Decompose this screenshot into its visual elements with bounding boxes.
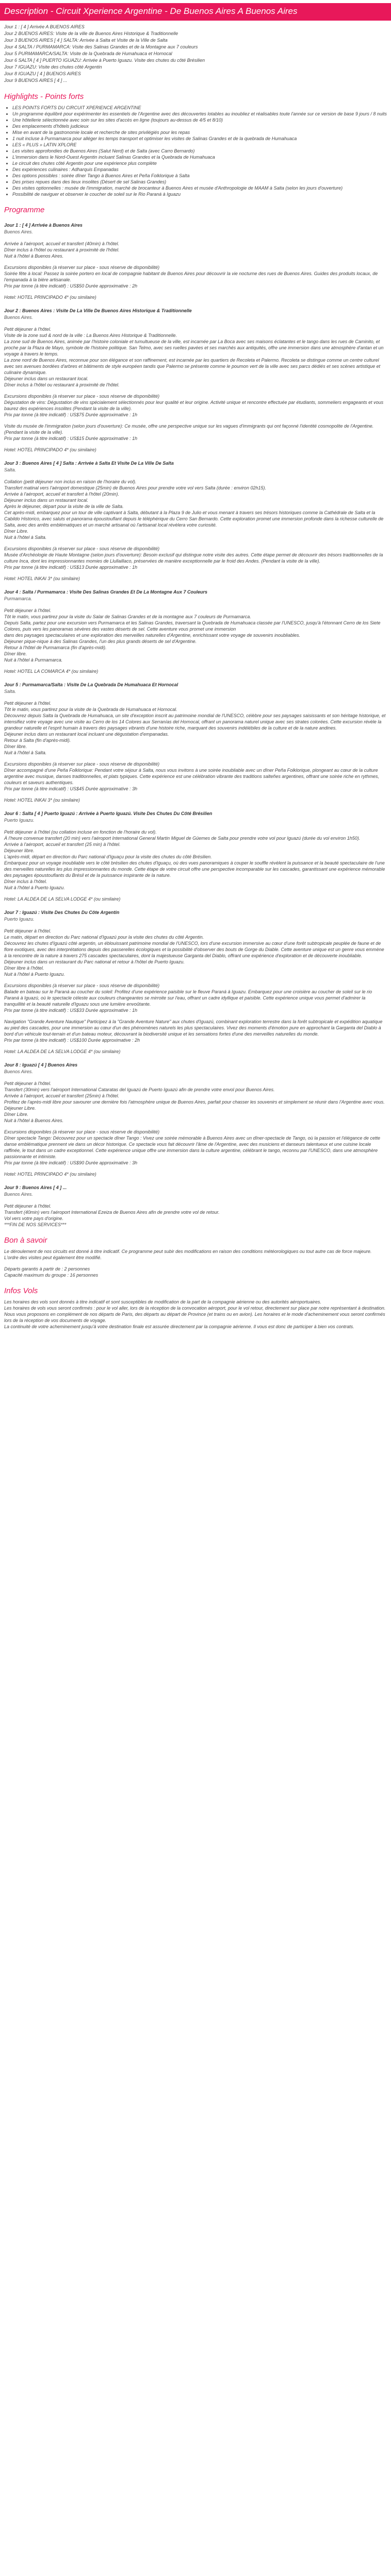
day-title: Jour 4 : Salta / Purmamarca : Visite Des Salinas Grandes Et De La Montagne Aux 7 Couleurs [4,589,207,595]
day-paragraph: Excursions disponibles (à réserver sur place - sous réserve de disponibilité) Dîner accompagné d'une Peña Folklorique: Pendant votre séjour à Salta, nous vous invitons à une soirée inoubliable avec un dîner Peña Folklorique, plongeant au cœur de la culture argentine avec musique, danses traditionnelles, et plats typiques. Cette expérience est une célébration vibrante des traditions salteñes argentines, offrant une soirée riche en rythmes, couleurs et saveurs authentiques. Prix par tonne (à titre indicatif) : US$45 Durée approximative : 3h [4,761,379,791]
day-paragraph: Collation (petit déjeuner non inclus en raison de l'horaire du vol). Transfert matinal vers l'aéroport domestique (25min) de Buenos Aires pour prendre votre vol vers Salta (durée : environ 02h15). Arrivée à l'aéroport, accueil et transfert à l'hôtel (20min). Déjeuner inclus dans un restaurant local. Après le déjeuner, départ pour la visite de la ville de Salta. Cet après-midi, embarquez pour un tour de ville captivant à Salta, débutant à la Plaza 9 de Julio et vous menant à travers ses trésors historiques comme la Cathédrale de Salta et la Cabildo Historico, avec saluts et panorama époustouflant depuis le téléphérique du Cerro San Bernardo. Cette exploration promet une immersion profonde dans la richesse culturelle de Salta, avec des arrêts emblématiques et un marché artisanal où l'artisanat local révèlera votre curiosité. Dîner Libre. Nuit à l'hôtel à Salta. [4,479,384,540]
day-title: Jour 5 : Purmamarca/Salta : Visite De La Quebrada De Humahuaca Et Hornocal [4,682,178,687]
day-location: Salta. [4,689,17,694]
day-section [4,810,387,902]
highlights-heading: Highlights - Points forts [4,92,84,101]
day-title: Jour 7 : Iguazú : Visite Des Chutes Du Côte Argentin [4,910,120,915]
infos-vols-paragraph: Les horaires des vols sont donnés à titre indicatif et sont susceptibles de modification de la part de la compagnie aérienne ou des autorités aéroportuaires. Les horaires de vols vous seront confirmés : pour le vol aller, lors de la réception de la convocation aéroport, pour le vol retour, directement sur place par notre représentant à destination. Nous vous proposons en complément de nos départs de Paris, des départs au départ de Province (et trains ou en avion). Les horaires et le mode d'acheminement vous seront confirmés lors de la réception de vos documents de voyage. La continuité de votre acheminement jusqu'à votre destination finale est assurée directement par la compagnie aérienne. Il vous est donc de participer à bien vos contrats. [4,1299,386,1329]
highlight-item: • Des visites optionnelles : musée de l'immigration, marché de brocanteur à Buenos Aires et musée d'Anthropologie de MAAM à Salta (selon les jours d'ouverture) [12,185,387,191]
day-paragraph: Excursions disponibles (à réserver sur place - sous réserve de disponibilité) Soirée fête à local: Passez la soirée portero en local de compagnie habitant de Buenos Aires pour découvrir la vie nocturne des rues de Buenos Aires. Guides des produits locaux, de l'empanada à la bière artisanale. Prix par tonne (à titre indicatif) : US$50 Durée approximative : 2h [4,265,378,289]
day-title: Jour 6 : Salta [ 4 ] Puerto Iguazú : Arrivée à Puerto Iguazú. Visite Des Chutes Du Côté Brésilien [4,811,213,816]
day-location: Buenos Aires. [4,1069,33,1074]
day-section [4,308,387,453]
day-section [4,682,387,803]
content [0,24,391,1330]
itinerary-item: Jour 9 BUENOS AIRES [ 4 ] ... [4,78,68,83]
itinerary-item: Jour 2 BUENOS AIRES: Visite de la ville de Buenos Aires Historique & Traditionnelle [4,31,178,36]
day-location: Buenos Aires. [4,315,33,320]
page-title: Description - Circuit Xperience Argentine - De Buenos Aires A Buenos Aires [0,3,391,21]
itinerary-list [4,24,387,84]
day-location: Buenos Aires. [4,229,33,234]
day-paragraph: Petit déjeuner à l'hôtel. Tôt le matin, vous partirez pour la visite de la Quebrada de Humahuaca et Hornocal. Découvrez depuis Salta la Quebrada de Humahuaca, un site d'exception inscrit au patrimoine mondial de l'UNESCO, célèbre pour ses paysages saisissants et son héritage historique, et intensifiez votre voyage avec une visite au Cerro de los 14 Colores aux Serranías del Hornocal, offrant un panorama naturel unique avec ses strates colorées. Cette excursion révèle la grandeur naturelle et l'esprit humain à travers des paysages vibrants d'une histoire riche, marquant des souvenirs indélébiles de la culture et de la nature andines. Déjeuner inclus dans un restaurant local incluant une dégustation d'empanadas. Retour à Salta (fin d'après-midi). Dîner libre. Nuit à l'hôtel à Salta. [4,701,386,755]
highlight-item: • 1 nuit incluse à Purmamarca pour alléger les temps transport et optimiser les visites de Salinas Grandes et de la quebrada de Humahuaca [12,135,387,142]
day-title: Jour 1 : [ 4 ] Arrivée à Buenos Aires [4,223,83,228]
highlight-item: • Possibilité de naviguer et observer le coucher de soleil sur le Rio Paraná à Iguazu [12,191,387,197]
itinerary-item: Jour 1 : [ 4 ] Arrivée A BUENOS AIRES [4,24,85,29]
day-hotel: Hotel: HOTEL LA COMARCA 4* (ou similaire) [4,669,99,674]
day-paragraph: Excursions disponibles (à réserver sur place - sous réserve de disponibilité) Musée d'Archéologie de Haute Montagne (selon jours d'ouverture): Besoin exclusif qui distingue notre visite des autres. Cette étape permet de découvrir des trésors traditionnelles de la culture Inca, dont les impressionnantes momies de Llullaillaco, préservées de manière exceptionnelle par le froid des Andes. (Pendant la visite de la ville). Prix par tonne (à titre indicatif) : US$13 Durée approximative : 1h [4,546,383,570]
programme-days [4,222,387,1228]
day-title: Jour 3 : Buenos Aires [ 4 ] Salta : Arrivée à Salta Et Visite De La Ville De Salta [4,461,174,466]
day-location: Buenos Aires. [4,1192,33,1197]
highlights-list [4,105,387,197]
itinerary-item: Jour 3 BUENOS AIRES [ 4 ] SALTA: Arrivée à Salta et Visite de la Ville de Salta [4,38,168,43]
day-paragraph: Navigation "Grande Aventure Nautique" Participez à la "Grande Aventure Nature" aux chutes d'Iguazú, combinant exploration terrestre dans la forêt subtropicale et expédition aquatique au pied des cascades, pour une immersion au cœur d'un des phénomènes naturels les plus spectaculaires. Vivez des moments d'émotion pure en approchant la Garganta del Diablo à bord d'un véhicule tout-terrain et d'un bateau moteur, découvrant la biodiversité unique et les sensations fortes d'une des merveilles naturelles du monde. Prix par tonne (à titre indicatif) : US$100 Durée approximative : 2h [4,1019,383,1043]
day-title: Jour 9 : Buenos Aires [ 4 ] ... [4,1185,67,1190]
day-section [4,1184,387,1228]
day-hotel: Hotel: HOTEL INKAI 3* (ou similaire) [4,576,80,581]
day-hotel: Hotel: HOTEL INKAI 3* (ou similaire) [4,798,80,803]
day-section [4,222,387,300]
day-section [4,589,387,674]
bon-savoir-paragraph: Départs garantis à partir de : 2 personnes Capacité maximum du groupe : 16 personnes [4,1266,99,1278]
highlight-item: • LES « PLUS » LATIN XPLORE [12,142,387,148]
day-hotel: Hotel: HOTEL PRINCIPADO 4* (ou similaire) [4,1172,96,1177]
day-section [4,460,387,582]
highlight-item: • Mise en avant de la gastronomie locale et recherche de sites privilégiés pour les repas [12,129,387,135]
day-location: Puerto Iguazu. [4,917,35,922]
day-section [4,1062,387,1177]
day-paragraph: Petit déjeuner à l'hôtel. Transfert (40min) vers l'aéroport International Ezeiza de Buenos Aires afin de prendre votre vol de retour. Vol vers votre pays d'origine. ***FIN DE NOS SERVICES*** [4,1204,220,1227]
day-paragraph: Excursions disponibles (à réserver sur place - sous réserve de disponibilité) Dégustation de vins: Dégustation de vins spécialement sélectionnés pour leur qualité et leur origine. Activité unique et rencontre effectuée par étudiants, sommeliers engageants et vous baurez des expériences insolites (Pendant la visite de la ville). Prix par tonne (à titre indicatif) : US$75 Durée approximative : 1h [4,394,384,417]
highlight-item: • Un programme équilibré pour expérimenter les essentiels de l'Argentine avec des découvertes lotables au inoubliez et réalisables toute l'année sur ce version de base 9 jours / 8 nuits [12,111,387,117]
day-title: Jour 2 : Buenos Aires : Visite De La Ville De Buenos Aires Historique & Traditionnelle [4,308,192,313]
day-hotel: Hotel: HOTEL PRINCIPADO 4* (ou similaire) [4,295,96,300]
day-hotel: Hotel: LA ALDEA DE LA SELVA LODGE 4* (ou similaire) [4,1049,121,1054]
day-paragraph: Petit déjeuner à l'hôtel. Tôt le matin, vous partirez pour la visite du Salar de Salinas Grandes et de la montagne aux 7 couleurs de Purmamarca. Depuis Salta, partez pour une excursion vers Purmamarca et les Salinas Grandes, traversant la Quebrada de Humahuaca classée par l'UNESCO, jusqu'à l'étonnant Cerro de los Siete Colores, puis vers les panoramas sévères des vastes déserts de sel. Cette aventure vous promet une immersion dans des paysages spectaculaires et une exploration des merveilles naturelles d'Argentine, enrichissant votre voyage de souvenirs inoubliables. Déjeuner pique-nique à des Salinas Grandes, l'un des plus grands déserts de sel d'Argentine. Retour à l'hôtel de Purmamarca (fin d'après-midi). Dîner libre. Nuit à l'hôtel à Purmamarca. [4,608,381,663]
day-paragraph: Arrivée à l'aéroport, accueil et transfert (40min) à l'hôtel. Dîner inclus à l'hôtel ou restaurant à proximité de l'hôtel. Nuit à l'hôtel à Buenos Aires. [4,241,120,259]
day-paragraph: Excursions disponibles (à réserver sur place - sous réserve de disponibilité) Dîner spectacle Tango: Découvrez pour un spectacle dîner Tango : Vivez une soirée mémorable à Buenos Aires avec un dîner-spectacle de Tango, où la passion et l'élégance de cette danse emblématique prennent vie dans un décor historique. Ce spectacle vous fait découvrir l'âme de l'Argentine, avec des musiciens et danseurs talentueux et une cuisine locale raffinée, le tout dans un cadre exceptionnel. Cette expérience unique offre une immersion dans la culture argentine, célébrant le tango, reconnu par l'UNESCO, dans une atmosphère passionnante et intimiste. Prix par tonne (à titre indicatif) : US$90 Durée approximative : 3h [4,1129,381,1165]
day-paragraph: Petit déjeuner à l'hôtel. Le matin, départ en direction du Parc national d'Iguazú pour la visite des chutes du côté Argentin. Découvrez les chutes d'Iguazú côté argentin, un éblouissant patrimoine mondial de l'UNESCO, lors d'une excursion immersive au cœur d'une forêt subtropicale peuplée de faune et de flore exotiques, avec des interprétations depuis des passerelles écologiques et la possibilité d'observer des bouts de Gorge du Diable. Cette aventure unique est un genre vous emmène à la rencontre de la nature à travers 275 cascades spectaculaires, dont la majestueuse Garganta del Diablo, offrant une expérience d'exploration et de découverte inoubliable. Déjeuner inclus dans un restaurant du Parc national et retour à l'hôtel de Puerto Iguazu. Dîner libre à l'hôtel. Nuit à l'hôtel à Puerto Iguazu. [4,928,384,977]
day-paragraph: Petit déjeuner à l'hôtel. Transfert (30min) vers l'aéroport International Cataratas del Iguazú de Puerto Iguazú afin de prendre votre envol pour Buenos Aires. Arrivée à l'aéroport, accueil et transfert (25min) à l'hôtel. Profitez de l'après-midi libre pour savourer une dernière fois l'atmosphère unique de Buenos Aires, parfait pour chasser les souvenirs et simplement se réunir dans l'Argentine avec vous. Déjeuner Libre. Dîner Libre. Nuit à l'hôtel à Buenos Aires. [4,1081,385,1123]
programme-heading: Programme [4,206,45,214]
day-title: Jour 8 : Iguazú [ 4 ] Buenos Aires [4,1062,78,1067]
itinerary-item: Jour 6 SALTA [ 4 ] PUERTO IGUAZU: Arrivée à Puerto Iguazu. Visite des chutes du côté Brésilien [4,58,205,63]
bon-savoir-heading: Bon à savoir [4,1236,47,1245]
highlight-item: • Une hôtellerie sélectionnée avec soin sur les sites d'accès en ligne (toujours au-dessus de 4/5 et 8/10) [12,117,387,123]
day-paragraph: Excursions disponibles (à réserver sur place - sous réserve de disponibilité) Balade en bateau sur le Paraná au coucher du soleil: Profitez d'une expérience paisible sur le fleuve Paraná à Iguazu. Embarquez pour une croisière au coucher de soleil sur le rio Paraná à Iguazú, où le spectacle céleste aux couleurs changeantes se mirroite sur l'eau, offrant un cadre idyllique et paisible. Cette expérience unique vous permet d'admirer la tranquillité et la beauté naturelle d'Iguazu sous une lumière envoûtante. Prix par tonne (à titre indicatif) : US$33 Durée approximative : 1h [4,983,372,1013]
itinerary-item: Jour 5 PURMAMARCA/SALTA: Visite de la Quebrada de Humahuaca et Hornocal [4,51,172,56]
highlight-item: • LES POINTS FORTS DU CIRCUIT XPERIENCE ARGENTINE [12,105,387,111]
highlight-item: • Le circuit des chutes côté Argentin pour une expérience plus complète [12,160,387,166]
infos-vols-heading: Infos Vols [4,1286,38,1295]
highlight-item: • L'immersion dans le Nord-Ouest Argentin incluant Salinas Grandes et la Quebrada de Humahuaca [12,154,387,160]
itinerary-item: Jour 7 IGUAZU: Visite des chutes côté Argentin [4,64,102,70]
day-location: Puerto Iguazu. [4,818,35,823]
itinerary-item: Jour 8 IGUAZU [ 4 ] BUENOS AIRES [4,71,81,76]
day-hotel: Hotel: HOTEL PRINCIPADO 4* (ou similaire) [4,447,96,452]
day-section [4,909,387,1055]
day-location: Salta. [4,467,17,472]
bon-savoir-body [4,1248,387,1278]
highlight-item: • Des prises repues dans des lieux insolites (Désert de sel Salinas Grandes) [12,179,387,185]
day-hotel: Hotel: LA ALDEA DE LA SELVA LODGE 4* (ou similaire) [4,896,121,902]
page [0,3,391,1330]
day-paragraph: Petit déjeuner à l'hôtel. Visite de la zone sud & nord de la ville : La Buenos Aires Historique & Traditionnelle. La zone sud de Buenos Aires, animée par l'histoire coloniale et tumultueuse de la ville, est incarnée par La Boca avec ses maisons éclatantes et le tango dans les rues de Caminito, et proche par la Plaza de Mayo, symbole de l'histoire politique. San Telmo, avec ses ruelles pavées et ses marchés aux antiquités, offre une immersion dans une atmosphère d'antan et un voyage à travers le temps. La zone nord de Buenos Aires, reconnue pour son élégance et son raffinement, est incarnée par les quartiers de Recoleta et Palermo. Recoleta se distingue comme un centre culturel avec ses avenues bordées d'arbres et bâtiments de style européen tandis que Palermo se présente comme le poumon vert de la ville avec ses parcs dédiés et ses scènes artistique et culinaire dynamique. Déjeuner inclus dans un restaurant local. Dîner inclus à l'hôtel ou restaurant à proximité de l'hôtel. [4,327,384,387]
day-paragraph: Visite du musée de l'immigration (selon jours d'ouverture): Ce musée, offre une perspective unique sur les vagues d'immigrants qui ont façonné l'identité cosmopolite de l'Argentine. (Pendant la visite de la ville). Prix par tonne (à titre indicatif) : US$15 Durée approximative : 1h [4,423,374,441]
highlight-item: • Les visites approfondies de Buenos Aires (Salut Nerd) et de Salta (avec Carro Bernardo) [12,148,387,154]
highlight-item: • Des expériences culinaires : Adharquis Empanadas [12,166,387,173]
highlight-item: • Des options possibles : soirée dîner Tango à Buenos Aires et Peña Folklorique à Salta [12,173,387,179]
itinerary-item: Jour 4 SALTA / PURMAMARCA: Visite des Salinas Grandes et de la Montagne aux 7 couleurs [4,44,198,49]
bon-savoir-paragraph: Le déroulement de nos circuits est donné à titre indicatif. Ce programme peut subir des modifications en raison des conditions météorologiques ou tout autre cas de force majeure. L'ordre des visites peut également être modifié. [4,1249,372,1260]
day-location: Purmamarca. [4,596,32,601]
infos-vols-body [4,1299,387,1330]
highlight-item: • Des emplacements d'hôtels judicieux [12,123,387,129]
day-paragraph: Petit déjeuner à l'hôtel (ou collation incluse en fonction de l'horaire du vol). À l'heure convenue transfert (20 min) vers l'aéroport International General Martin Miguel de Güemes de Salta pour prendre votre vol pour Iguazú (durée du vol environ 1h50). Arrivée à l'aéroport, accueil et transfert (25 min) à l'hôtel. Déjeuner libre. L'après-midi, départ en direction du Parc national d'Iguaçu pour la visite des chutes du côté Brésilien. Embarquez pour un voyage inoubliable vers le côté brésilien des chutes d'Iguaçu, où des vues panoramiques à couper le souffle révèlent la puissance et la beauté spectaculaire de l'une des merveilles naturelles les plus impressionnantes du monde. Cette étape de votre circuit offre une perspective incomparable sur les cascades, garantissant une expérience mémorable des paysages époustouflants du Brésil et de la puissance inspirante de la nature. Dîner inclus à l'hôtel. Nuit à l'hôtel à Puerto Iguazu. [4,829,385,890]
